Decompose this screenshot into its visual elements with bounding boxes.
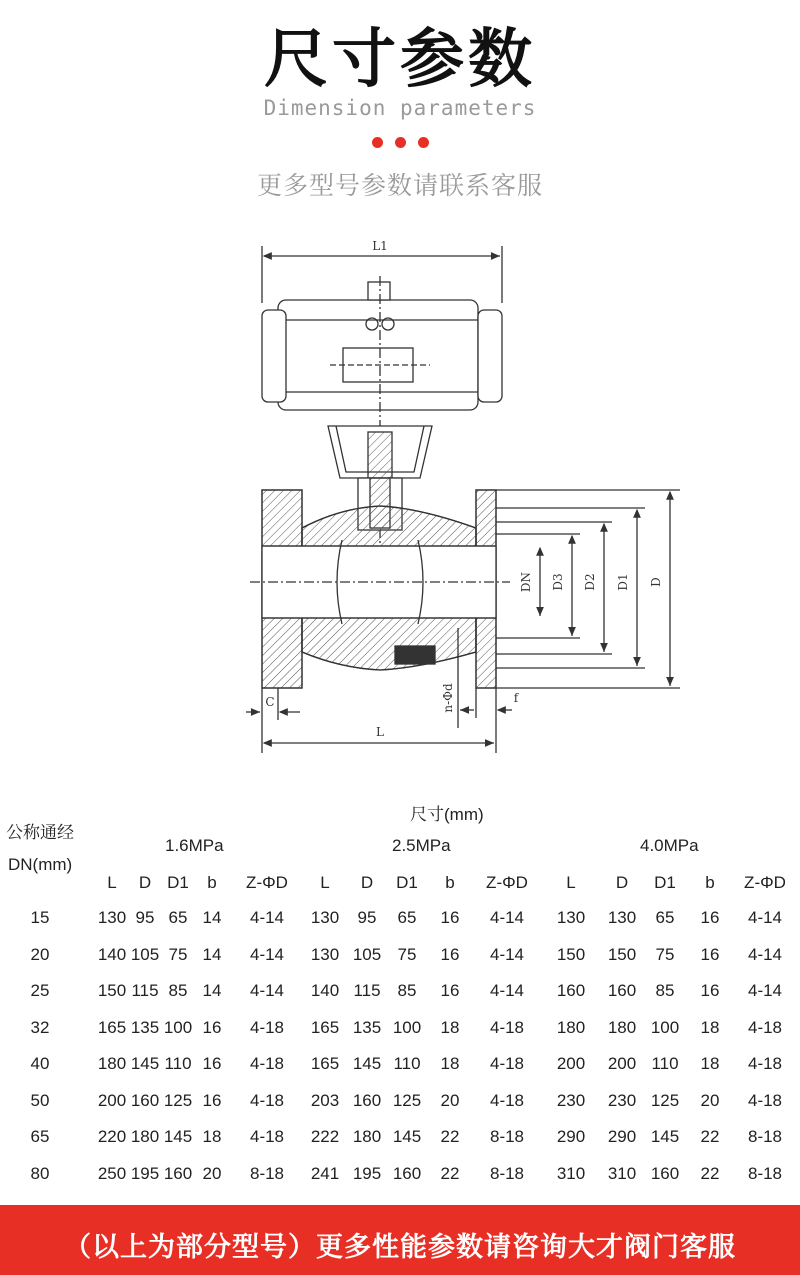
table-cell: 115 (131, 981, 159, 1000)
pressure-header-2: 2.5MPa (392, 836, 451, 855)
table-cell: 125 (163, 1090, 193, 1110)
column-header: b (705, 873, 715, 892)
table-cell: 95 (357, 908, 377, 927)
column-header: L (566, 873, 576, 892)
table-cell: 195 (130, 1163, 160, 1183)
table-cell: 16 (202, 1054, 222, 1073)
table-cell: 16 (700, 981, 720, 1000)
table-cell: 4-14 (249, 944, 285, 964)
column-header: D (360, 873, 374, 892)
table-cell: 22 (700, 1127, 720, 1146)
row-dn: 20 (30, 944, 50, 964)
table-cell: 200 (97, 1090, 127, 1110)
label-dn: DN (519, 571, 533, 593)
column-header: D1 (654, 873, 676, 892)
footer-banner (0, 1205, 800, 1275)
table-cell: 20 (202, 1163, 222, 1183)
table-cell: 65 (655, 908, 675, 927)
column-header: L (320, 873, 330, 892)
table-caption: 尺寸(mm) (410, 805, 484, 824)
table-cell: 110 (651, 1054, 679, 1073)
table-cell: 160 (607, 981, 637, 1000)
table-cell: 150 (556, 944, 586, 964)
column-header: D1 (396, 873, 418, 892)
table-cell: 18 (700, 1054, 720, 1073)
valve-dimension-drawing (240, 228, 700, 768)
table-cell: 130 (97, 908, 127, 927)
table-cell: 4-14 (747, 981, 783, 1000)
table-cell: 4-18 (249, 1127, 285, 1146)
table-cell: 180 (556, 1017, 586, 1037)
table-cell: 140 (97, 944, 127, 964)
tagline: 更多型号参数请联系客服 (256, 171, 543, 200)
decorative-dots (0, 137, 800, 148)
table-cell: 110 (164, 1054, 192, 1073)
table-cell: 75 (397, 944, 417, 964)
table-cell: 310 (607, 1163, 637, 1183)
table-cell: 230 (556, 1090, 586, 1110)
row-header-title: 公称通经 (6, 823, 74, 842)
column-header: Z-ΦD (744, 873, 786, 892)
table-cell: 4-18 (747, 1090, 783, 1110)
table-cell: 130 (310, 908, 340, 927)
table-cell: 220 (97, 1127, 127, 1146)
table-cell: 18 (440, 1017, 460, 1037)
table-cell: 100 (650, 1017, 680, 1037)
table-cell: 22 (440, 1127, 460, 1146)
table-cell: 4-18 (489, 1054, 525, 1073)
label-d1: D1 (616, 573, 630, 591)
table-cell: 290 (607, 1127, 637, 1146)
table-cell: 145 (130, 1054, 160, 1073)
table-cell: 160 (163, 1163, 193, 1183)
table-cell: 20 (700, 1090, 720, 1110)
column-header: L (107, 873, 117, 892)
table-cell: 4-18 (747, 1054, 783, 1073)
table-cell: 180 (130, 1127, 160, 1146)
table-cell: 135 (130, 1017, 160, 1037)
table-cell: 195 (352, 1163, 382, 1183)
table-cell: 4-18 (489, 1017, 525, 1037)
table-cell: 16 (440, 908, 460, 927)
table-cell: 160 (392, 1163, 422, 1183)
table-cell: 160 (650, 1163, 680, 1183)
column-header: D1 (167, 873, 189, 892)
table-cell: 160 (556, 981, 586, 1000)
table-cell: 105 (130, 944, 160, 964)
table-cell: 130 (556, 908, 586, 927)
row-dn: 65 (30, 1127, 50, 1146)
table-cell: 4-14 (249, 981, 285, 1000)
table-cell: 115 (353, 981, 381, 1000)
table-cell: 145 (650, 1127, 680, 1146)
table-cell: 4-14 (747, 908, 783, 927)
table-cell: 4-18 (489, 1090, 525, 1110)
table-cell: 16 (440, 981, 460, 1000)
table-cell: 65 (397, 908, 417, 927)
row-dn: 15 (30, 908, 50, 927)
table-cell: 95 (135, 908, 155, 927)
table-cell: 100 (163, 1017, 193, 1037)
label-d3: D3 (551, 573, 565, 591)
table-cell: 160 (130, 1090, 160, 1110)
table-cell: 18 (440, 1054, 460, 1073)
table-cell: 145 (352, 1054, 382, 1073)
table-cell: 4-14 (489, 908, 525, 927)
dot-icon (395, 137, 406, 148)
label-n-phi-d: n-Φd (441, 683, 455, 713)
table-cell: 180 (352, 1127, 382, 1146)
pressure-header-1: 1.6MPa (165, 836, 224, 855)
table-cell: 100 (392, 1017, 422, 1037)
column-header: Z-ΦD (486, 873, 528, 892)
table-cell: 85 (397, 981, 417, 1000)
table-cell: 165 (310, 1054, 340, 1073)
table-cell: 8-18 (249, 1163, 285, 1183)
label-d2: D2 (583, 573, 597, 591)
table-cell: 4-14 (249, 908, 285, 927)
table-cell: 150 (607, 944, 637, 964)
label-l: L (376, 725, 384, 739)
row-dn: 50 (30, 1090, 50, 1110)
table-cell: 310 (556, 1163, 586, 1183)
table-cell: 16 (700, 908, 720, 927)
row-dn: 32 (30, 1017, 50, 1037)
table-cell: 22 (700, 1163, 720, 1183)
table-cell: 8-18 (747, 1127, 783, 1146)
table-cell: 130 (310, 944, 340, 964)
table-cell: 203 (310, 1090, 340, 1110)
dot-icon (418, 137, 429, 148)
dot-icon (372, 137, 383, 148)
table-cell: 125 (650, 1090, 680, 1110)
table-cell: 290 (556, 1127, 586, 1146)
table-cell: 75 (168, 944, 188, 964)
table-cell: 8-18 (489, 1127, 525, 1146)
column-header: D (615, 873, 629, 892)
table-cell: 140 (310, 981, 340, 1000)
table-cell: 14 (202, 944, 222, 964)
table-cell: 165 (310, 1017, 340, 1037)
table-cell: 18 (202, 1127, 222, 1146)
table-cell: 16 (700, 944, 720, 964)
table-cell: 20 (440, 1090, 460, 1110)
table-cell: 165 (97, 1017, 127, 1037)
label-f: f (513, 691, 519, 705)
page-title: 尺寸参数 (264, 23, 536, 97)
table-cell: 145 (392, 1127, 422, 1146)
table-cell: 160 (352, 1090, 382, 1110)
column-header: b (445, 873, 455, 892)
page-subtitle: Dimension parameters (263, 96, 537, 120)
table-cell: 85 (168, 981, 188, 1000)
table-cell: 145 (163, 1127, 193, 1146)
table-cell: 75 (655, 944, 675, 964)
table-cell: 135 (352, 1017, 382, 1037)
table-cell: 200 (556, 1054, 586, 1073)
table-cell: 4-14 (489, 981, 525, 1000)
table-cell: 230 (607, 1090, 637, 1110)
table-cell: 4-14 (489, 944, 525, 964)
label-l1: L1 (372, 239, 388, 253)
table-cell: 8-18 (747, 1163, 783, 1183)
table-cell: 65 (168, 908, 188, 927)
table-cell: 8-18 (489, 1163, 525, 1183)
table-cell: 130 (607, 908, 637, 927)
column-header: Z-ΦD (246, 873, 288, 892)
row-dn: 40 (30, 1054, 50, 1073)
table-cell: 14 (202, 908, 222, 927)
column-header: b (207, 873, 217, 892)
table-cell: 16 (202, 1090, 222, 1110)
table-cell: 4-18 (249, 1017, 285, 1037)
pressure-header-3: 4.0MPa (640, 836, 699, 855)
label-c: C (265, 695, 275, 709)
table-cell: 110 (393, 1054, 421, 1073)
table-cell: 18 (700, 1017, 720, 1037)
table-cell: 4-14 (747, 944, 783, 964)
table-cell: 180 (97, 1054, 127, 1073)
table-cell: 14 (202, 981, 222, 1000)
table-cell: 180 (607, 1017, 637, 1037)
label-d: D (649, 577, 663, 587)
table-cell: 16 (202, 1017, 222, 1037)
table-cell: 150 (97, 981, 127, 1000)
column-header: D (138, 873, 152, 892)
row-header-unit: DN(mm) (8, 855, 73, 874)
table-cell: 241 (310, 1163, 340, 1183)
table-cell: 250 (97, 1163, 127, 1183)
table-cell: 4-18 (747, 1017, 783, 1037)
table-cell: 222 (310, 1127, 340, 1146)
footer-banner-text: （以上为部分型号）更多性能参数请咨询大才阀门客服 (64, 1232, 736, 1263)
table-cell: 4-18 (249, 1090, 285, 1110)
table-cell: 22 (440, 1163, 460, 1183)
table-cell: 4-18 (249, 1054, 285, 1073)
table-cell: 200 (607, 1054, 637, 1073)
table-cell: 125 (392, 1090, 422, 1110)
table-cell: 85 (655, 981, 675, 1000)
row-dn: 25 (30, 981, 50, 1000)
row-dn: 80 (30, 1163, 50, 1183)
table-cell: 105 (352, 944, 382, 964)
table-cell: 16 (440, 944, 460, 964)
